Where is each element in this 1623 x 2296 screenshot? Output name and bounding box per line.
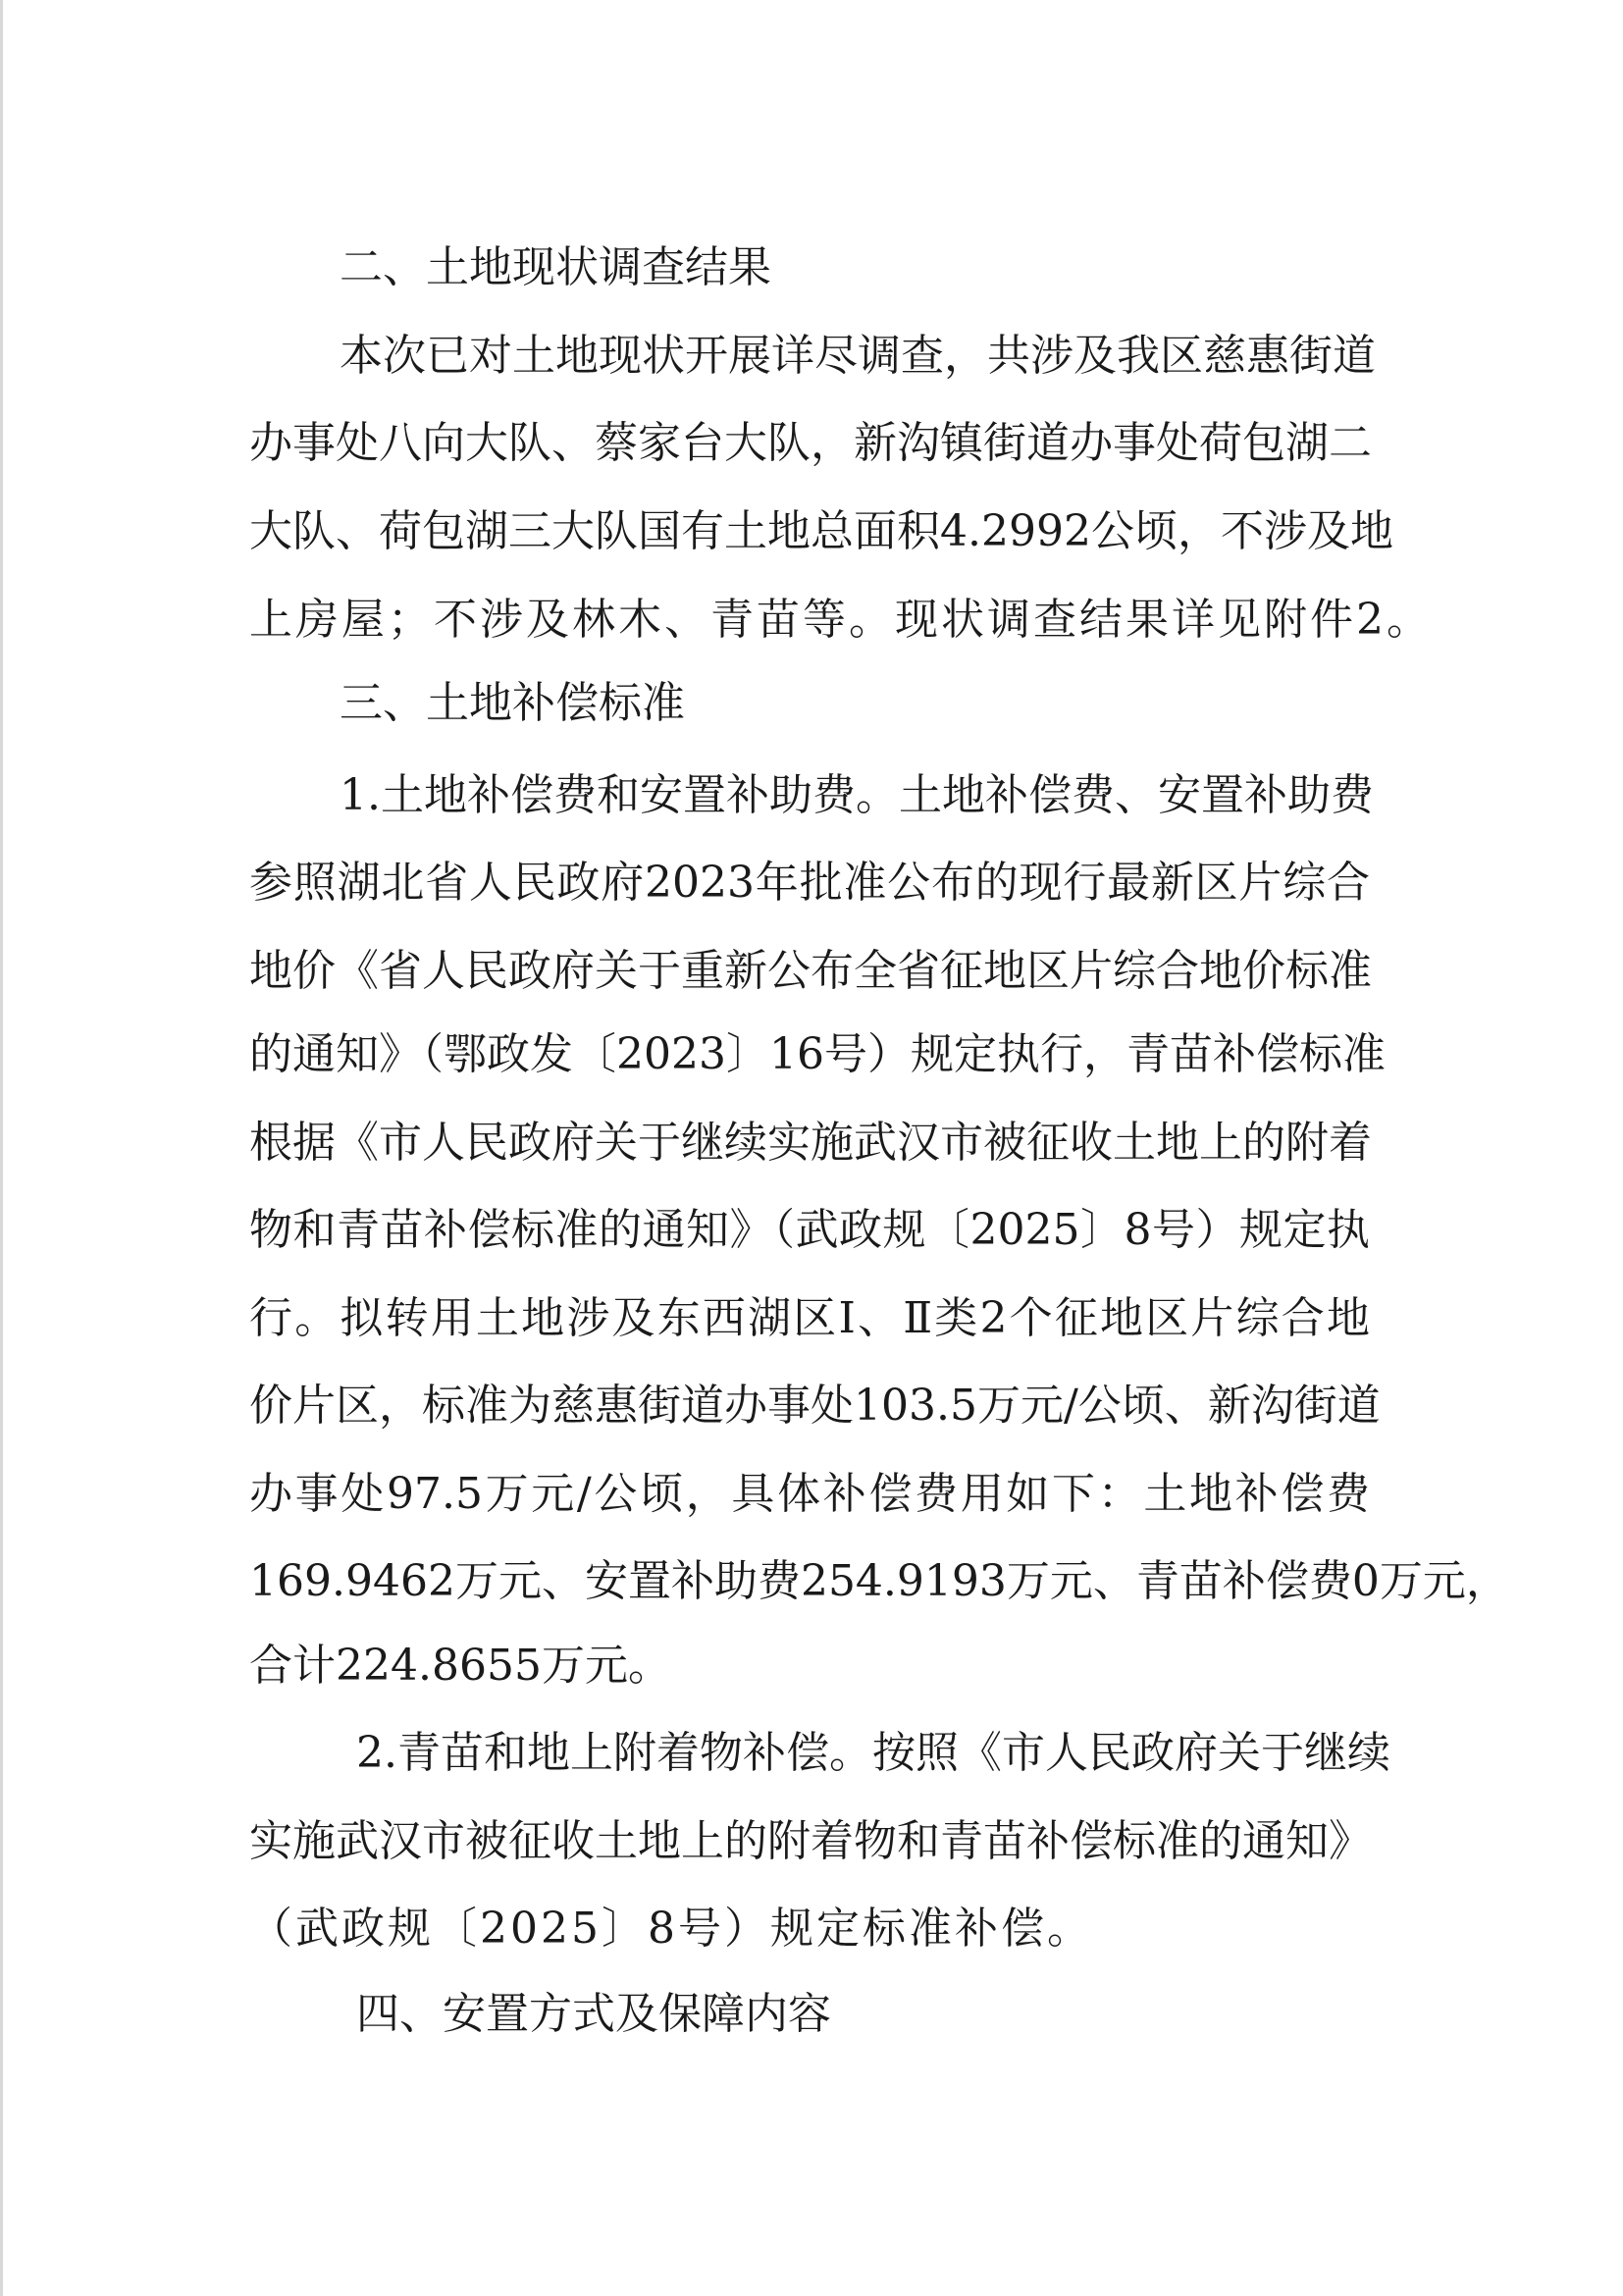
paragraph-line: 参照湖北省人民政府2023年批准公布的现行最新区片综合 <box>249 858 1370 908</box>
paragraph-line: 地价《省人民政府关于重新公布全省征地区片综合地价标准 <box>249 946 1372 996</box>
paragraph-line: 2.青苗和地上附着物补偿。按照《市人民政府关于继续 <box>356 1728 1390 1778</box>
paragraph-line: 物和青苗补偿标准的通知》（武政规〔2025〕8号）规定执 <box>249 1205 1370 1255</box>
paragraph-line: 1.土地补偿费和安置补助费。土地补偿费、安置补助费 <box>340 770 1374 820</box>
paragraph-line: 的通知》（鄂政发〔2023〕16号）规定执行，青苗补偿标准 <box>249 1029 1386 1079</box>
section-heading-4: 四、安置方式及保障内容 <box>356 1989 831 2039</box>
paragraph-line: 行。拟转用土地涉及东西湖区Ⅰ、Ⅱ类2个征地区片综合地 <box>249 1293 1370 1343</box>
section-heading-2: 二、土地现状调查结果 <box>340 242 771 292</box>
scan-edge <box>0 0 3 2296</box>
paragraph-line: 办事处八向大队、蔡家台大队，新沟镇街道办事处荷包湖二 <box>249 418 1372 468</box>
paragraph-line: 合计224.8655万元。 <box>249 1641 671 1691</box>
paragraph-line: 根据《市人民政府关于继续实施武汉市被征收土地上的附着 <box>249 1118 1372 1168</box>
paragraph-line: 办事处97.5万元/公顷，具体补偿费用如下：土地补偿费 <box>249 1469 1370 1519</box>
paragraph-line: 大队、荷包湖三大队国有土地总面积4.2992公顷，不涉及地 <box>249 506 1393 556</box>
paragraph-line: 价片区，标准为慈惠街道办事处103.5万元/公顷、新沟街道 <box>249 1381 1381 1431</box>
section-heading-3: 三、土地补偿标准 <box>340 678 685 728</box>
paragraph-line: （武政规〔2025〕8号）规定标准补偿。 <box>249 1904 1093 1954</box>
paragraph-line: 本次已对土地现状开展详尽调查，共涉及我区慈惠街道 <box>340 331 1376 381</box>
paragraph-line: 上房屋；不涉及林木、青苗等。现状调查结果详见附件2。 <box>249 595 1433 645</box>
paragraph-line: 169.9462万元、安置补助费254.9193万元、青苗补偿费0万元， <box>249 1556 1509 1606</box>
paragraph-line: 实施武汉市被征收土地上的附着物和青苗补偿标准的通知》 <box>249 1816 1372 1866</box>
